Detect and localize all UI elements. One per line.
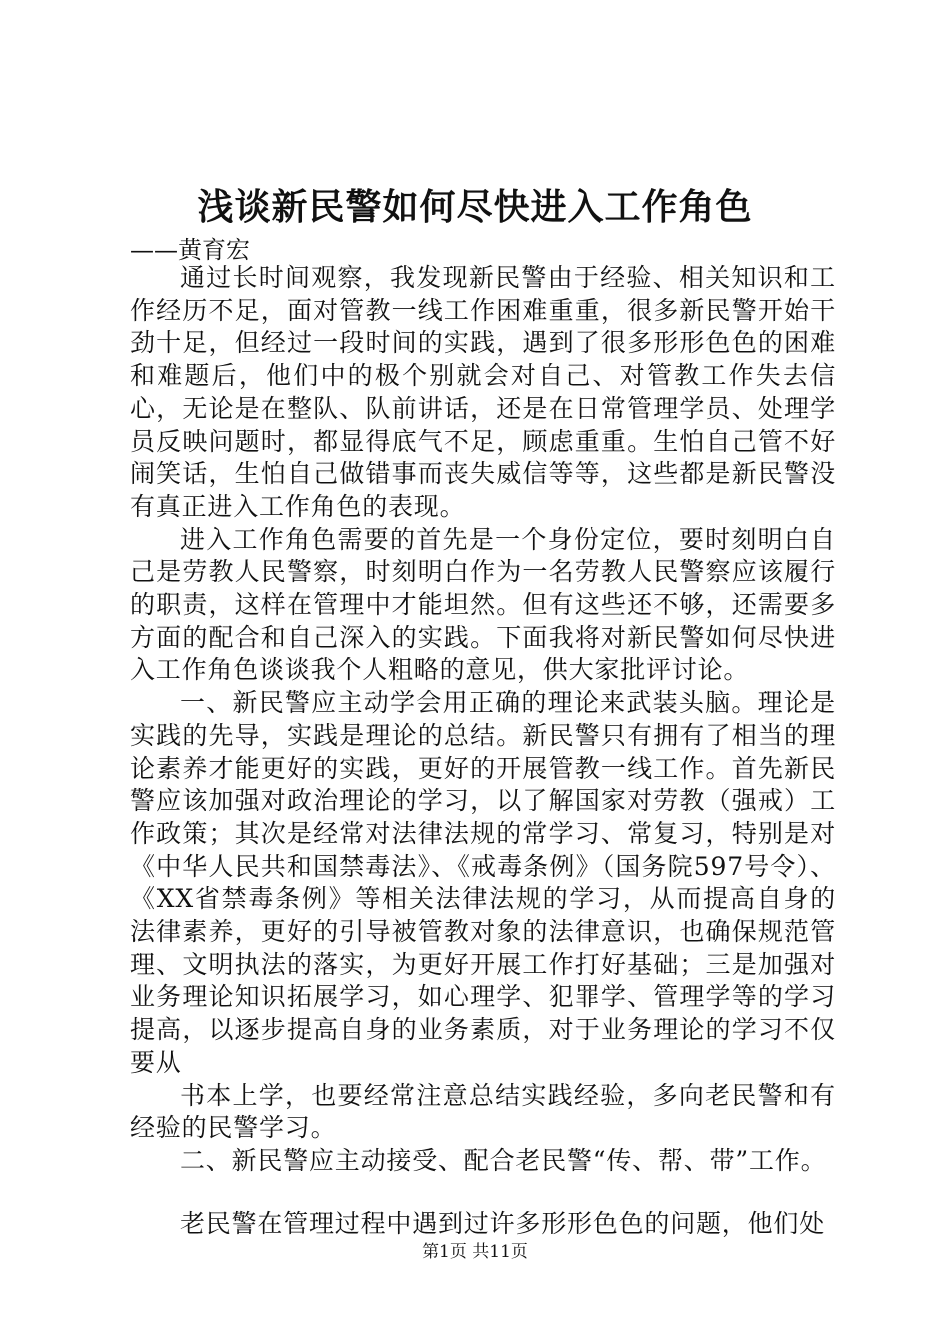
paragraph-section-one-continued: 书本上学，也要经常注意总结实践经验，多向老民警和有经验的民警学习。 [130,1080,836,1143]
author-line: ——黄育宏 [130,236,250,264]
paragraph-section-two: 老民警在管理过程中遇到过许多形形色色的问题，他们处 [180,1208,826,1238]
paragraph-section-two-heading: 二、新民警应主动接受、配合老民警“传、帮、带”工作。 [180,1145,827,1175]
document-title: 浅谈新民警如何尽快进入工作角色 [197,186,753,228]
paragraph-intro: 通过长时间观察，我发现新民警由于经验、相关知识和工作经历不足，面对管教一线工作困难重重，很多新民警开始干劲十足，但经过一段时间的实践，遇到了很多形形色色的困难和难题后，他们中的极个别就会对自己、对管教工作失去信心，无论是在整队、队前讲话，还是在日常管理学员、处理学员反映问题时，都显得底气不足，顾虑重重。生怕自己管不好闹笑话，生怕自己做错事而丧失威信等等，这些都是新民警没有真正进入工作角色的表现。 [130,263,836,521]
page-footer: 第1页 共11页 [422,1242,528,1262]
paragraph-role-definition: 进入工作角色需要的首先是一个身份定位，要时刻明白自己是劳教人民警察，时刻明白作为一名劳教人民警察应该履行的职责，这样在管理中才能坦然。但有这些还不够，还需要多方面的配合和自己深入的实践。下面我将对新民警如何尽快进入工作角色谈谈我个人粗略的意见，供大家批评讨论。 [130,524,836,685]
document-body [130,262,836,1240]
paragraph-section-one: 一、新民警应主动学会用正确的理论来武装头脑。理论是实践的先导，实践是理论的总结。新民警只有拥有了相当的理论素养才能更好的实践，更好的开展管教一线工作。首先新民警应该加强对政治理论的学习，以了解国家对劳教（强戒）工作政策；其次是经常对法律法规的常学习、常复习，特别是对《中华人民共和国禁毒法》、《戒毒条例》（国务院597号令）、《XX省禁毒条例》等相关法律法规的学习，从而提高自身的法律素养，更好的引导被管教对象的法律意识，也确保规范管理、文明执法的落实，为更好开展工作打好基础；三是加强对业务理论知识拓展学习，如心理学、犯罪学、管理学等的学习提高，以逐步提高自身的业务素质，对于业务理论的学习不仅要从 [130,688,836,1077]
